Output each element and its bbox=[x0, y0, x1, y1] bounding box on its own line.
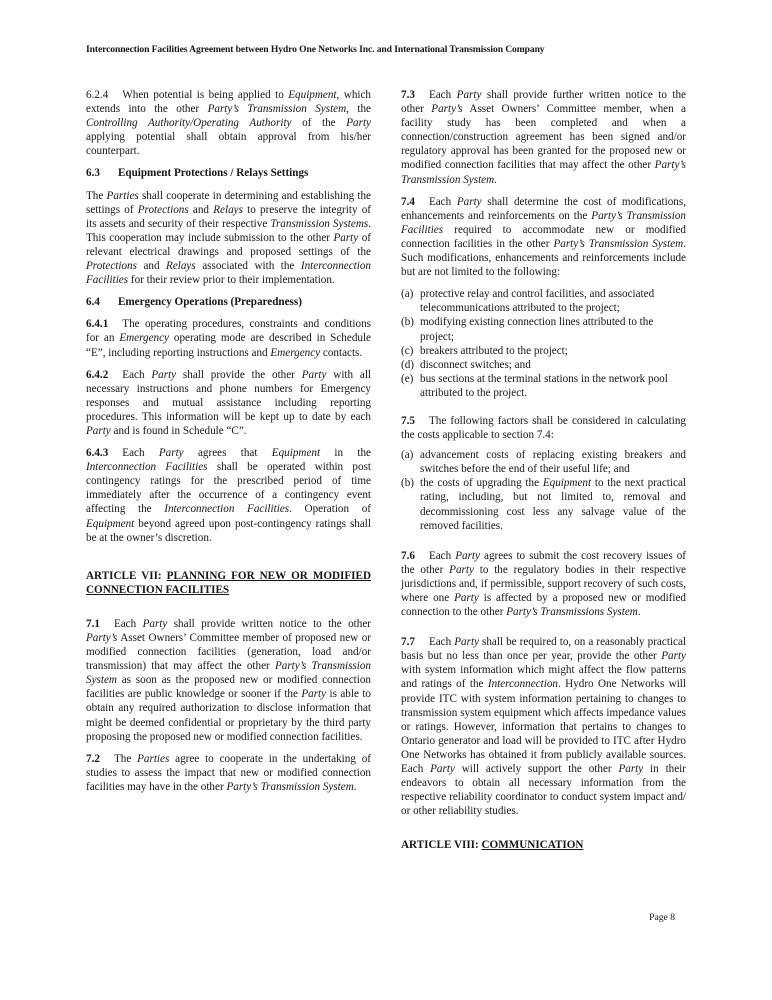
text: shall be required to, on a reasonably practical basis but no less than once per year, provide the other bbox=[401, 636, 686, 663]
paragraph-6-4-2 bbox=[86, 368, 371, 438]
list-text: modifying existing connection lines attributed to the project; bbox=[420, 316, 654, 343]
defined-term: Interconnection Facilities bbox=[86, 260, 371, 287]
text: applying potential shall obtain approval from his/her counterpart. bbox=[86, 131, 371, 158]
text: to the regulatory bodies in their respective jurisdictions and, if permissible, support recovery of such costs, where one bbox=[401, 563, 686, 604]
text: Each bbox=[428, 195, 457, 208]
text: Each bbox=[122, 447, 159, 460]
defined-term: Equipment bbox=[542, 477, 592, 490]
defined-term: Party’s bbox=[431, 103, 463, 116]
right-column bbox=[401, 88, 686, 853]
article-title: COMMUNICATION bbox=[481, 839, 584, 852]
list-text: breakers attributed to the project; bbox=[420, 344, 568, 357]
defined-term: Interconnection Facilities bbox=[86, 461, 208, 474]
paragraph-7-7 bbox=[401, 635, 686, 818]
defined-term: Party’s Transmission System bbox=[401, 159, 686, 186]
defined-term: Party’s Transmission System bbox=[86, 660, 371, 687]
left-column bbox=[86, 88, 371, 794]
defined-term: Party bbox=[449, 563, 474, 576]
text: of relevant electrical drawings and proposed settings of the bbox=[86, 231, 371, 258]
section-number: 6.4 bbox=[86, 296, 100, 309]
defined-term: Equipment bbox=[288, 89, 337, 101]
list-item bbox=[401, 448, 686, 476]
paragraph-7-6 bbox=[401, 549, 686, 619]
paragraph-6-4-1 bbox=[86, 317, 371, 359]
text: shall be operated within post contingency ratings for the prescribed period of time immediately after the occurrence of a contingency event affecting the bbox=[86, 461, 371, 516]
defined-term: Parties bbox=[137, 752, 170, 765]
list-item bbox=[401, 372, 686, 400]
list-text: bus sections at the terminal stations in the network pool attributed to the project. bbox=[420, 372, 668, 399]
defined-term: Party bbox=[456, 195, 482, 208]
text: Each bbox=[428, 89, 457, 101]
defined-term: Protections bbox=[86, 260, 137, 273]
list-label: (b) bbox=[401, 316, 414, 329]
defined-term: Protections bbox=[137, 203, 189, 216]
text: in their endeavors to obtain all necessary information from the respective reliability coordinator to conduct system impact and/ or other reliability studies. bbox=[401, 763, 686, 818]
defined-term: Party bbox=[454, 636, 479, 649]
text: agree to cooperate in the undertaking of studies to assess the impact that new or modified connection facilities may have in the other bbox=[86, 752, 372, 793]
section-number: 7.7 bbox=[401, 636, 415, 649]
defined-term: Party bbox=[86, 424, 111, 437]
paragraph-7-1 bbox=[86, 617, 371, 744]
text: agrees to submit the cost recovery issues of the other bbox=[401, 549, 686, 576]
defined-term: Party bbox=[618, 763, 644, 776]
list-text: advancement costs of replacing existing breakers and switches before the end of their useful life; and bbox=[420, 449, 686, 476]
text: The bbox=[86, 189, 107, 202]
defined-term: Party bbox=[301, 368, 327, 381]
paragraph-7-2 bbox=[86, 752, 371, 794]
section-title: Emergency Operations (Preparedness) bbox=[117, 296, 302, 309]
text: . This cooperation may include submission to the other bbox=[86, 217, 371, 244]
text: the costs of upgrading the bbox=[420, 477, 543, 490]
list-label: (b) bbox=[401, 477, 414, 490]
defined-term: Emergency bbox=[270, 346, 321, 359]
paragraph-7-5 bbox=[401, 414, 686, 442]
section-number: 6.3 bbox=[86, 167, 100, 180]
article-8-heading bbox=[401, 838, 686, 852]
paragraph-7-3 bbox=[401, 88, 686, 187]
defined-term: Controlling Authority/Operating Authority bbox=[86, 117, 292, 130]
text: is able to obtain any required authorization to disclose information that might be deemed confidential or proprietary by the third party proposing the proposed new or modified connection facilities. bbox=[86, 688, 371, 743]
text: The bbox=[113, 752, 138, 765]
defined-term: Party bbox=[456, 89, 482, 101]
defined-term: Party bbox=[158, 447, 184, 460]
text: . bbox=[494, 173, 497, 186]
text: in the bbox=[320, 447, 371, 460]
paragraph-6-2-4 bbox=[86, 88, 371, 158]
defined-term: Interconnection Facilities bbox=[164, 503, 290, 516]
text: beyond agreed upon post-contingency ratings shall be at the owner’s discretion. bbox=[86, 517, 371, 544]
section-title: Equipment Protections / Relays Settings bbox=[117, 167, 309, 180]
text: required to accommodate new or modified connection facilities in the other bbox=[401, 223, 686, 250]
article-number: ARTICLE VIII: bbox=[401, 839, 482, 852]
text: . Operation of bbox=[289, 503, 371, 516]
defined-term: Party’s Transmissions System bbox=[506, 606, 638, 619]
section-number: 6.4.3 bbox=[86, 447, 109, 460]
text: to preserve the integrity of its assets and security of their respective bbox=[86, 203, 371, 230]
defined-term: Party bbox=[661, 650, 686, 663]
list-label: (e) bbox=[401, 372, 414, 385]
defined-term: Party bbox=[333, 231, 359, 244]
section-number: 7.5 bbox=[401, 414, 415, 427]
text: , which extends into the other bbox=[86, 89, 371, 116]
section-number: 6.2.4 bbox=[86, 89, 109, 101]
defined-term: Equipment bbox=[86, 517, 135, 530]
paragraph-7-4 bbox=[401, 195, 686, 280]
text: . bbox=[637, 606, 641, 619]
text: will actively support the other bbox=[454, 763, 619, 776]
paragraph-6-3 bbox=[86, 189, 371, 288]
list-item bbox=[401, 358, 686, 372]
section-number: 7.4 bbox=[401, 195, 415, 208]
defined-term: Emergency bbox=[119, 332, 170, 345]
text: for their review prior to their implementation. bbox=[128, 274, 335, 287]
defined-term: Relays bbox=[166, 260, 196, 273]
section-number: 6.4.1 bbox=[86, 318, 109, 331]
text: . Hydro One Networks will provide ITC with system information pertaining to changes to transmission system equipment which affects impedance values or ratings. However, information that pertains to changes to Ontario generator and load will be provided to ITC after Hydro One Networks has obtained it from publicly available sources. Each bbox=[401, 678, 686, 776]
text: Each bbox=[428, 636, 455, 649]
text: Asset Owners’ Committee member, when a facility study has been completed and when a connection/construction agreement has been signed and/or regulatory approval has been granted for the proposed new or modified connection facilities that may affect the other bbox=[401, 103, 686, 172]
text: of the bbox=[291, 117, 347, 130]
text: shall provide written notice to the other bbox=[167, 617, 371, 630]
defined-term: Party bbox=[142, 617, 168, 630]
paragraph-6-4-3 bbox=[86, 446, 371, 545]
text: Each bbox=[428, 549, 456, 562]
list-label: (d) bbox=[401, 358, 414, 371]
list-item bbox=[401, 476, 686, 532]
text: with system information which might affect the flow patterns and ratings of the bbox=[401, 664, 686, 691]
document-header: Interconnection Facilities Agreement between Hydro One Networks Inc. and International Transmission Company bbox=[86, 44, 545, 55]
text: . bbox=[353, 780, 357, 793]
text: Each bbox=[122, 368, 152, 381]
text: shall provide the other bbox=[176, 368, 302, 381]
text: Asset Owners’ Committee member of proposed new or modified connection facilities (generation, load and/or transmission) that may affect the other bbox=[86, 632, 371, 673]
defined-term: Party bbox=[151, 368, 177, 381]
text: The following factors shall be considered in calculating the costs applicable to section 7.4: bbox=[401, 414, 686, 442]
text: . Such modifications, enhancements and reinforcements include but are not limited to the following: bbox=[401, 237, 687, 279]
text: shall cooperate in determining and establishing the settings of bbox=[86, 189, 372, 216]
text: associated with the bbox=[195, 260, 301, 273]
text: agrees that bbox=[183, 447, 272, 460]
text: When potential is being applied to bbox=[122, 89, 289, 101]
text: contacts. bbox=[320, 346, 363, 359]
defined-term: Party bbox=[430, 763, 455, 776]
defined-term: Party bbox=[455, 549, 480, 562]
defined-term: Party’s Transmission Facilities bbox=[401, 209, 686, 236]
defined-term: Party’s Transmission System bbox=[207, 103, 347, 116]
defined-term: Relays bbox=[213, 203, 243, 216]
text: with all necessary instructions and phone numbers for Emergency responses and mutual assistance including reporting procedures. This information will be kept up to date by each bbox=[86, 368, 372, 423]
text: to the next practical rating, including, but not limited to, removal and decommissioning cost less any salvage value of the removed facilities. bbox=[420, 477, 686, 532]
list-item bbox=[401, 315, 686, 343]
section-number: 7.6 bbox=[401, 549, 415, 562]
text: shall provide further written notice to the other bbox=[401, 89, 686, 116]
section-number: 6.4.2 bbox=[86, 368, 109, 381]
text: and is found in Schedule “C”. bbox=[110, 424, 247, 437]
article-number: ARTICLE VII: bbox=[86, 569, 167, 582]
defined-term: Party bbox=[454, 592, 479, 604]
section-number: 7.2 bbox=[86, 752, 100, 765]
defined-term: Party’s Transmission System bbox=[226, 780, 354, 793]
list-7-4 bbox=[401, 287, 686, 400]
text: shall determine the cost of modifications, enhancements and reinforcements on the bbox=[401, 195, 686, 222]
heading-6-4 bbox=[86, 295, 371, 309]
defined-term: Equipment bbox=[271, 447, 321, 460]
list-text: protective relay and control facilities, and associated telecommunications attributed to the project; bbox=[420, 288, 655, 315]
text: and bbox=[188, 203, 214, 216]
defined-term: Transmission Systems bbox=[270, 217, 369, 230]
text: operating mode are described in Schedule “E”, including reporting instructions and bbox=[86, 332, 372, 359]
defined-term: Party’s Transmission System bbox=[553, 237, 684, 250]
article-title: PLANNING FOR NEW OR MODIFIED CONNECTION FACILITIES bbox=[86, 569, 371, 596]
list-label: (a) bbox=[401, 288, 414, 301]
list-item bbox=[401, 287, 686, 315]
defined-term: Party bbox=[301, 688, 327, 701]
list-text: disconnect switches; and bbox=[420, 358, 531, 371]
defined-term: Party’s bbox=[86, 632, 118, 644]
heading-6-3 bbox=[86, 166, 371, 180]
text: Each bbox=[113, 617, 143, 630]
section-number: 7.3 bbox=[401, 89, 415, 101]
article-7-heading bbox=[86, 569, 371, 597]
list-7-5 bbox=[401, 448, 686, 533]
defined-term: Party bbox=[346, 117, 371, 130]
text: is affected by a proposed new or modified connection to the other bbox=[401, 592, 686, 619]
text: , the bbox=[346, 103, 371, 116]
list-item bbox=[401, 344, 686, 358]
text: and bbox=[136, 260, 167, 273]
page-number: Page 8 bbox=[649, 912, 675, 923]
defined-term: Interconnection bbox=[487, 678, 558, 691]
section-number: 7.1 bbox=[86, 617, 100, 630]
text: The operating procedures, constraints and conditions for an bbox=[86, 318, 371, 345]
list-label: (c) bbox=[401, 344, 414, 357]
text: as soon as the proposed new or modified connection facilities are public knowledge or sooner if the bbox=[86, 674, 371, 701]
list-label: (a) bbox=[401, 449, 414, 462]
defined-term: Parties bbox=[106, 189, 139, 202]
